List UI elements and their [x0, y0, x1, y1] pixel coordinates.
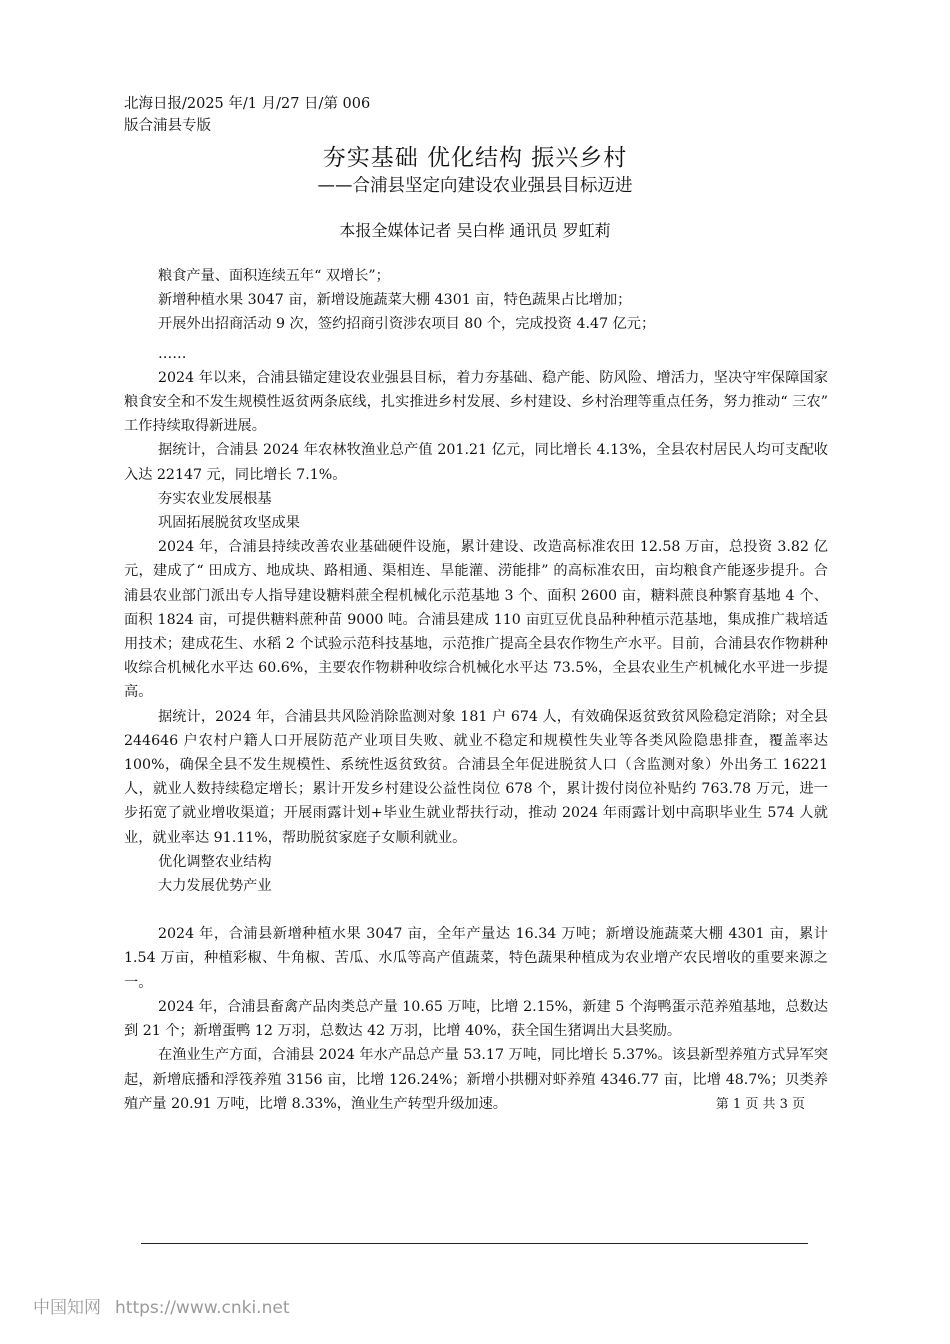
footer-divider [141, 1243, 808, 1244]
footer-watermark [33, 1293, 303, 1318]
newspaper-source: 北海日报/2025 年/1 月/27 日/第 006 [124, 96, 371, 112]
page-number: 第 1 页 共 3 页 [715, 1097, 805, 1112]
article-subtitle: ——合浦县坚定向建设农业强县目标迈进 [317, 176, 633, 196]
paragraph: 2024 年，合浦县新增种植水果 3047 亩，全年产量达 16.34 万吨；新增设施蔬菜大棚 4301 亩，累计 1.54 万亩，种植彩椒、牛角椒、苦瓜、水瓜等高产值蔬菜，特色蔬果种植成为农业增产农民增收的重要来源之一。 [124, 926, 828, 991]
paragraph: 在渔业生产方面，合浦县 2024 年水产品总产量 53.17 万吨，同比增长 5.37%。该县新型养殖方式异军突起，新增底播和浮筏养殖 3156 亩，比增 126.24%；新增小拱棚对虾养殖 4346.77 亩，比增 48.7%；贝类养殖产量 20.91 万吨，比增 8.33%，渔业生产转型升级加速。 [124, 1047, 828, 1112]
newspaper-edition: 版合浦县专版 [124, 118, 211, 134]
article-title: 夯实基础 优化结构 振兴乡村 [322, 145, 628, 171]
highlight-ellipsis: …… [158, 345, 187, 362]
section-heading: 夯实农业发展根基 [158, 490, 272, 507]
highlight-line: 粮食产量、面积连续五年“ 双增长”； [158, 268, 390, 284]
paragraph: 2024 年，合浦县畜禽产品肉类总产量 10.65 万吨，比增 2.15%，新建 5 个海鸭蛋示范养殖基地，总数达到 21 个；新增蛋鸭 12 万羽，总数达 42 万羽，比增 40%，获全国生猪调出大县奖励。 [124, 998, 828, 1040]
paragraph: 2024 年以来，合浦县锚定建设农业强县目标，着力夯基础、稳产能、防风险、增活力，坚决守牢保障国家粮食安全和不发生规模性返贫两条底线，扎实推进乡村发展、乡村建设、乡村治理等重点任务，努力推动“ 三农” 工作持续取得新进展。 [124, 369, 828, 435]
paragraph: 据统计，2024 年，合浦县共风险消除监测对象 181 户 674 人，有效确保返贫致贫风险稳定消除；对全县 244646 户农村户籍人口开展防范产业项目失败、就业不稳定和规模性失业等各类风险隐患排查，覆盖率达 100%，确保全县不发生规模性、系统性返贫致贫。合浦县全年促进脱贫人口（含监测对象）外出务工 16221 人，就业人数持续稳定增长；累计开发乡村建设公益性岗位 678 个，累计拨付岗位补贴约 763.78 万元，进一步拓宽了就业增收渠道；开展雨露计划+毕业生就业帮扶行动，推动 2024 年雨露计划中高职毕业生 574 人就业，就业率达 91.11%，帮助脱贫家庭子女顺利就业。 [124, 708, 828, 846]
article-byline: 本报全媒体记者 吴白桦 通讯员 罗虹莉 [339, 221, 611, 240]
section-subheading: 巩固拓展脱贫攻坚成果 [158, 515, 300, 532]
highlight-line: 开展外出招商活动 9 次，签约招商引资涉农项目 80 个，完成投资 4.47 亿元； [158, 316, 656, 333]
article-body [124, 264, 828, 1116]
paragraph: 据统计，合浦县 2024 年农林牧渔业总产值 201.21 亿元，同比增长 4.13%，全县农村居民人均可支配收入达 22147 元，同比增长 7.1%。 [124, 442, 828, 483]
highlight-line: 新增种植水果 3047 亩，新增设施蔬菜大棚 4301 亩，特色蔬果占比增加； [158, 292, 632, 309]
cnki-brand: 中国知网 [33, 1298, 101, 1318]
cnki-url[interactable]: https://www.cnki.net [115, 1298, 290, 1318]
section-subheading: 大力发展优势产业 [158, 878, 272, 895]
paragraph: 2024 年，合浦县持续改善农业基础硬件设施，累计建设、改造高标准农田 12.58 万亩，总投资 3.82 亿元，建成了“ 田成方、地成块、路相通、渠相连、旱能灌、涝能排” 的高标准农田，亩均粮食产能逐步提升。合浦县农业部门派出专人指导建设糖料蔗全程机械化示范基地 3 个、面积 2600 亩，糖料蔗良种繁育基地 4 个、面积 1824 亩，可提供糖料蔗种苗 9000 吨。合浦县建成 110 亩豇豆优良品种种植示范基地，集成推广栽培适用技术；建成花生、水稻 2 个试验示范科技基地，示范推广提高全县农作物生产水平。目前，合浦县农作物耕种收综合机械化水平达 60.6%，主要农作物耕种收综合机械化水平达 73.5%，全县农业生产机械化水平进一步提高。 [124, 539, 828, 701]
section-heading: 优化调整农业结构 [158, 853, 272, 870]
